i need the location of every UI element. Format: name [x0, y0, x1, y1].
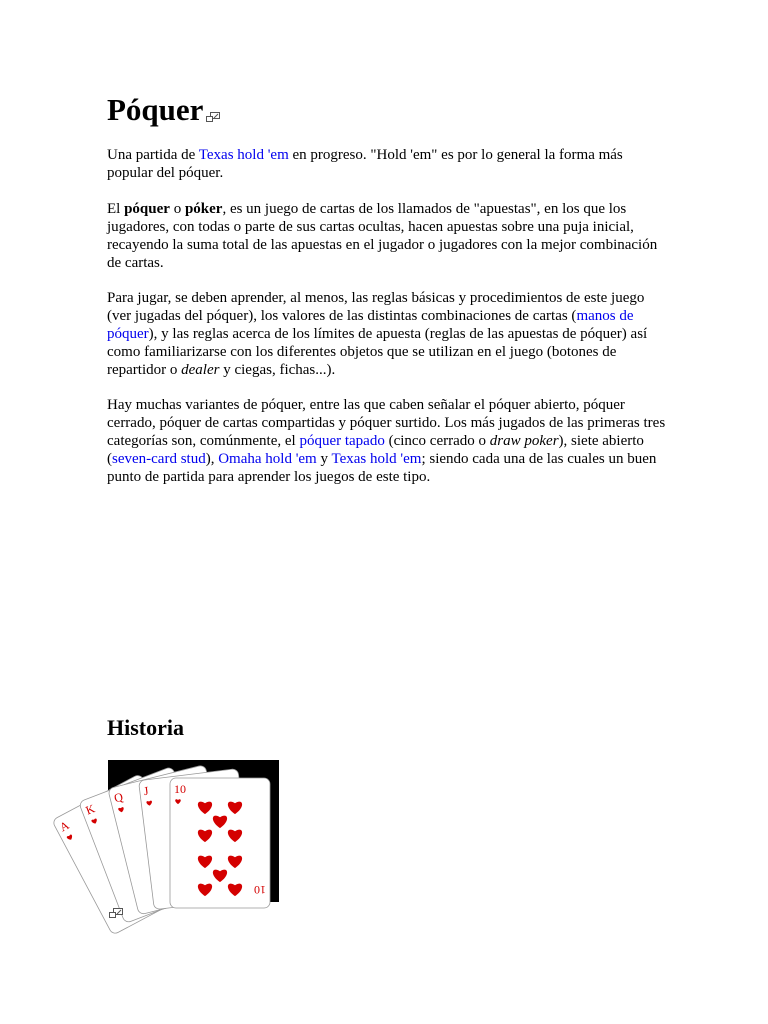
enlarge-icon[interactable] — [205, 93, 221, 133]
term-poquer: póquer — [124, 201, 170, 217]
intro-text: o — [169, 201, 185, 217]
caption-text: Una partida de — [107, 147, 199, 163]
variants-paragraph — [107, 396, 667, 486]
intro-text: El — [107, 201, 125, 217]
rules-text: Para jugar, se deben aprender, al menos, las reglas básicas y procedimientos de este juego (ver jugadas del póquer), los valores de las distintas combinaciones de cartas ( — [107, 290, 645, 324]
link-manos-de-poquer[interactable]: manos de póquer — [107, 308, 634, 342]
page-title — [107, 90, 221, 133]
caption-text-end: en progreso. "Hold 'em" es por lo general la forma más popular del póquer. — [107, 147, 623, 181]
link-poquer-tapado[interactable]: póquer tapado — [299, 433, 385, 449]
card-rank-label: Q — [112, 789, 125, 806]
link-texas-holdem-2[interactable]: Texas hold 'em — [331, 451, 422, 467]
rules-text: ), y las reglas acerca de los límites de apuesta (reglas de las apuestas de póquer) así como familiarizarse con los diferentes objetos que se utilizan en el juego (botones de repartidor o — [107, 326, 648, 378]
term-dealer: dealer — [181, 362, 220, 378]
variants-text: Hay muchas variantes de póquer, entre las que caben señalar el póquer abierto, póquer cerrado, póquer de cartas compartidas y póquer surtido. Los más jugados de las primeras tres categorías son, comúnmente, el — [107, 397, 666, 449]
variants-text: ; siendo cada una de las cuales un buen punto de partida para aprender los juegos de este tipo. — [107, 451, 657, 485]
royal-flush-image[interactable] — [57, 760, 279, 902]
card-rank-label: 10 — [254, 883, 266, 897]
rules-text: y ciegas, fichas...). — [219, 362, 336, 378]
variants-text: (cinco cerrado o — [384, 433, 490, 449]
link-omaha-holdem[interactable]: Omaha hold 'em — [218, 451, 317, 467]
link-seven-card-stud[interactable]: seven-card stud — [112, 451, 206, 467]
image-caption — [107, 146, 667, 182]
variants-text: y — [316, 451, 332, 467]
link-texas-holdem[interactable]: Texas hold 'em — [198, 147, 289, 163]
rules-paragraph — [107, 289, 667, 379]
card-rank-label: A — [57, 818, 72, 835]
card-rank-label: 10 — [174, 782, 186, 796]
card-rank-label: K — [83, 801, 97, 818]
page-title-text: Póquer — [107, 92, 204, 127]
section-heading-historia: Historia — [107, 715, 184, 740]
enlarge-icon[interactable] — [108, 906, 124, 924]
card-rank-label: J — [142, 783, 150, 799]
intro-text: , es un juego de cartas de los llamados de "apuestas", en los que los jugadores, con todas o parte de sus cartas ocultas, hacen apuestas sobre una puja inicial, recayendo la suma total de las apuestas en el jugador o jugadores con la mejor combinación de cartas. — [107, 201, 658, 271]
variants-text: ), — [205, 451, 219, 467]
term-draw-poker: draw poker — [489, 433, 559, 449]
playing-cards-illustration — [57, 760, 279, 902]
intro-paragraph — [107, 200, 667, 272]
term-poker: póker — [184, 201, 223, 217]
variants-text: ), siete abierto ( — [107, 433, 644, 467]
card-10 — [170, 778, 270, 908]
